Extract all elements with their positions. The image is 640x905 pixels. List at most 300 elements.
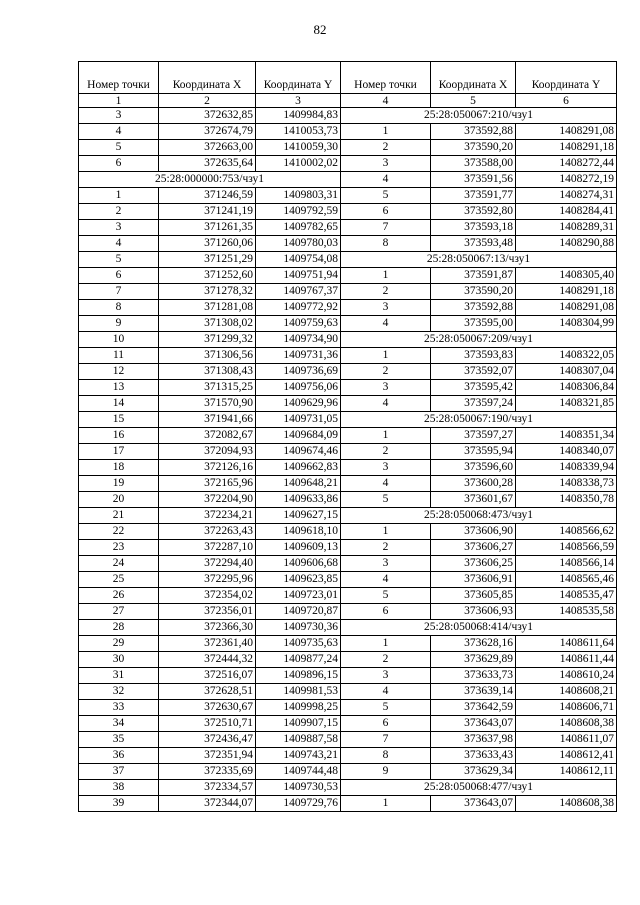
coord-x-right: 373591,77 [431, 188, 516, 204]
table-row [79, 508, 617, 524]
coord-x-left: 372351,94 [159, 748, 256, 764]
coord-y-left: 1409736,69 [256, 364, 341, 380]
table-row [79, 524, 617, 540]
coord-y-right: 1408338,73 [516, 476, 617, 492]
coord-x-right: 373601,67 [431, 492, 516, 508]
coord-y-left: 1409877,24 [256, 652, 341, 668]
point-number-left: 38 [79, 780, 159, 796]
column-number: 5 [431, 94, 516, 108]
point-number-left: 26 [79, 588, 159, 604]
point-number-left: 23 [79, 540, 159, 556]
table-row [79, 268, 617, 284]
coord-y-left: 1409731,36 [256, 348, 341, 364]
point-number-left: 13 [79, 380, 159, 396]
point-number-right: 3 [341, 556, 431, 572]
coord-y-left: 1409907,15 [256, 716, 341, 732]
coord-y-left: 1409754,08 [256, 252, 341, 268]
coord-y-left: 1409729,76 [256, 796, 341, 812]
point-number-left: 3 [79, 108, 159, 124]
coord-x-left: 372094,93 [159, 444, 256, 460]
coord-x-right: 373643,07 [431, 796, 516, 812]
coord-y-left: 1409803,31 [256, 188, 341, 204]
table-row [79, 540, 617, 556]
coord-x-left: 371252,60 [159, 268, 256, 284]
point-number-left: 4 [79, 124, 159, 140]
coord-x-right: 373629,34 [431, 764, 516, 780]
point-number-left: 39 [79, 796, 159, 812]
coord-x-right: 373590,20 [431, 284, 516, 300]
coord-y-left: 1409731,05 [256, 412, 341, 428]
coord-x-right: 373588,00 [431, 156, 516, 172]
coord-x-left: 372082,67 [159, 428, 256, 444]
coord-x-left: 372334,57 [159, 780, 256, 796]
coord-x-right: 373597,24 [431, 396, 516, 412]
point-number-right: 6 [341, 604, 431, 620]
point-number-left: 17 [79, 444, 159, 460]
table-body [79, 94, 617, 812]
coord-y-left: 1409629,96 [256, 396, 341, 412]
coord-y-left: 1409734,90 [256, 332, 341, 348]
coord-y-right: 1408291,08 [516, 300, 617, 316]
table-row [79, 668, 617, 684]
coord-y-right: 1408608,38 [516, 716, 617, 732]
coord-y-left: 1409744,48 [256, 764, 341, 780]
point-number-left: 19 [79, 476, 159, 492]
table-header [79, 62, 617, 94]
coord-y-left: 1409772,92 [256, 300, 341, 316]
table-row [79, 748, 617, 764]
coord-x-left: 372444,32 [159, 652, 256, 668]
point-number-right: 3 [341, 668, 431, 684]
coord-y-left: 1409720,87 [256, 604, 341, 620]
coord-x-right: 373596,60 [431, 460, 516, 476]
coord-x-right: 373633,73 [431, 668, 516, 684]
coord-x-left: 371241,19 [159, 204, 256, 220]
coord-x-left: 372516,07 [159, 668, 256, 684]
coord-y-right: 1408340,07 [516, 444, 617, 460]
coord-x-left: 371308,02 [159, 316, 256, 332]
table-row [79, 652, 617, 668]
coord-y-left: 1409723,01 [256, 588, 341, 604]
point-number-right: 4 [341, 172, 431, 188]
table-row [79, 332, 617, 348]
coord-x-right: 373592,88 [431, 124, 516, 140]
coord-y-right: 1408565,46 [516, 572, 617, 588]
coord-x-left: 371260,06 [159, 236, 256, 252]
table-row [79, 300, 617, 316]
coord-y-left: 1409743,21 [256, 748, 341, 764]
coord-y-left: 1409984,83 [256, 108, 341, 124]
point-number-left: 28 [79, 620, 159, 636]
table-row [79, 108, 617, 124]
point-number-left: 24 [79, 556, 159, 572]
column-number: 3 [256, 94, 341, 108]
coord-x-left: 372234,21 [159, 508, 256, 524]
coord-x-left: 372361,40 [159, 636, 256, 652]
coord-x-right: 373592,07 [431, 364, 516, 380]
coord-y-left: 1409648,21 [256, 476, 341, 492]
coord-y-right: 1408612,41 [516, 748, 617, 764]
coord-y-right: 1408610,24 [516, 668, 617, 684]
point-number-right: 2 [341, 140, 431, 156]
coordinates-table [78, 61, 617, 812]
coord-y-left: 1410059,30 [256, 140, 341, 156]
coord-x-left: 372126,16 [159, 460, 256, 476]
coord-y-right: 1408611,44 [516, 652, 617, 668]
coord-y-right: 1408611,07 [516, 732, 617, 748]
coord-y-left: 1409674,46 [256, 444, 341, 460]
point-number-right: 4 [341, 316, 431, 332]
point-number-right: 5 [341, 492, 431, 508]
point-number-left: 6 [79, 268, 159, 284]
point-number-left: 25 [79, 572, 159, 588]
point-number-right: 4 [341, 684, 431, 700]
table-row [79, 348, 617, 364]
coord-y-left: 1410053,73 [256, 124, 341, 140]
point-number-left: 20 [79, 492, 159, 508]
point-number-right: 7 [341, 732, 431, 748]
coord-x-left: 372356,01 [159, 604, 256, 620]
coord-x-left: 372510,71 [159, 716, 256, 732]
coord-y-right: 1408350,78 [516, 492, 617, 508]
coord-x-right: 373592,88 [431, 300, 516, 316]
coord-x-left: 371306,56 [159, 348, 256, 364]
coord-x-left: 372628,51 [159, 684, 256, 700]
coord-y-left: 1410002,02 [256, 156, 341, 172]
table-row [79, 588, 617, 604]
point-number-right: 1 [341, 524, 431, 540]
point-number-left: 14 [79, 396, 159, 412]
coord-y-left: 1409767,37 [256, 284, 341, 300]
point-number-left: 34 [79, 716, 159, 732]
coord-y-left: 1409887,58 [256, 732, 341, 748]
point-number-right: 3 [341, 300, 431, 316]
coord-y-left: 1409751,94 [256, 268, 341, 284]
coord-x-right: 373595,94 [431, 444, 516, 460]
coord-y-left: 1409756,06 [256, 380, 341, 396]
coord-y-right: 1408306,84 [516, 380, 617, 396]
coord-y-left: 1409627,15 [256, 508, 341, 524]
point-number-left: 8 [79, 300, 159, 316]
point-number-left: 37 [79, 764, 159, 780]
coord-y-right: 1408611,64 [516, 636, 617, 652]
parcel-label-right: 25:28:050067:13/чзу1 [341, 252, 617, 268]
coord-y-left: 1409623,85 [256, 572, 341, 588]
table-row [79, 620, 617, 636]
coord-y-right: 1408535,47 [516, 588, 617, 604]
point-number-left: 31 [79, 668, 159, 684]
header-coord-y-left: Координата Y [256, 62, 341, 94]
coord-y-left: 1409606,68 [256, 556, 341, 572]
coord-x-right: 373593,48 [431, 236, 516, 252]
coord-y-left: 1409792,59 [256, 204, 341, 220]
coord-x-right: 373629,89 [431, 652, 516, 668]
coord-x-left: 371278,32 [159, 284, 256, 300]
point-number-right: 2 [341, 540, 431, 556]
coord-y-left: 1409730,36 [256, 620, 341, 636]
table-row [79, 284, 617, 300]
coord-y-right: 1408304,99 [516, 316, 617, 332]
point-number-left: 21 [79, 508, 159, 524]
coord-y-right: 1408274,31 [516, 188, 617, 204]
header-point-number-right: Номер точки [341, 62, 431, 94]
table-row [79, 476, 617, 492]
coord-x-left: 372436,47 [159, 732, 256, 748]
point-number-right: 2 [341, 364, 431, 380]
point-number-left: 12 [79, 364, 159, 380]
coord-x-right: 373643,07 [431, 716, 516, 732]
table-row [79, 492, 617, 508]
coord-y-right: 1408291,18 [516, 284, 617, 300]
coord-y-right: 1408322,05 [516, 348, 617, 364]
table-row [79, 412, 617, 428]
point-number-left: 5 [79, 140, 159, 156]
point-number-right: 1 [341, 124, 431, 140]
parcel-label-right: 25:28:050067:209/чзу1 [341, 332, 617, 348]
point-number-left: 5 [79, 252, 159, 268]
parcel-label-right: 25:28:050068:473/чзу1 [341, 508, 617, 524]
header-point-number-left: Номер точки [79, 62, 159, 94]
point-number-right: 9 [341, 764, 431, 780]
coord-y-left: 1409981,53 [256, 684, 341, 700]
table-row [79, 684, 617, 700]
coord-y-right: 1408321,85 [516, 396, 617, 412]
table-row [79, 172, 617, 188]
point-number-right: 6 [341, 716, 431, 732]
point-number-left: 15 [79, 412, 159, 428]
coord-y-right: 1408566,62 [516, 524, 617, 540]
coord-x-left: 371315,25 [159, 380, 256, 396]
coord-x-right: 373642,59 [431, 700, 516, 716]
coord-x-left: 372263,43 [159, 524, 256, 540]
coord-y-right: 1408305,40 [516, 268, 617, 284]
table-row [79, 460, 617, 476]
coord-x-left: 372354,02 [159, 588, 256, 604]
coord-x-left: 372295,96 [159, 572, 256, 588]
column-number: 2 [159, 94, 256, 108]
table-row [79, 572, 617, 588]
coord-y-left: 1409759,63 [256, 316, 341, 332]
point-number-right: 4 [341, 572, 431, 588]
coord-x-left: 371281,08 [159, 300, 256, 316]
coord-x-right: 373590,20 [431, 140, 516, 156]
table-row [79, 636, 617, 652]
table-row [79, 140, 617, 156]
coord-x-left: 372635,64 [159, 156, 256, 172]
coord-y-right: 1408290,88 [516, 236, 617, 252]
parcel-label-right: 25:28:050068:414/чзу1 [341, 620, 617, 636]
coord-y-left: 1409730,53 [256, 780, 341, 796]
coord-y-left: 1409684,09 [256, 428, 341, 444]
table-row [79, 188, 617, 204]
coord-x-left: 372165,96 [159, 476, 256, 492]
coord-x-left: 372335,69 [159, 764, 256, 780]
coord-x-right: 373605,85 [431, 588, 516, 604]
coord-y-right: 1408608,21 [516, 684, 617, 700]
table-row [79, 236, 617, 252]
parcel-label-right: 25:28:050068:477/чзу1 [341, 780, 617, 796]
table-row [79, 604, 617, 620]
coord-x-left: 372366,30 [159, 620, 256, 636]
point-number-left: 10 [79, 332, 159, 348]
coord-x-right: 373593,83 [431, 348, 516, 364]
coord-x-right: 373639,14 [431, 684, 516, 700]
coord-x-left: 372204,90 [159, 492, 256, 508]
table-row [79, 124, 617, 140]
coord-x-right: 373633,43 [431, 748, 516, 764]
coord-y-left: 1409998,25 [256, 700, 341, 716]
coord-x-left: 372294,40 [159, 556, 256, 572]
table-row [79, 380, 617, 396]
point-number-right: 8 [341, 236, 431, 252]
coord-x-right: 373606,25 [431, 556, 516, 572]
coord-y-right: 1408289,31 [516, 220, 617, 236]
parcel-label-left: 25:28:000000:753/чзу1 [79, 172, 341, 188]
point-number-right: 8 [341, 748, 431, 764]
coord-x-left: 372663,00 [159, 140, 256, 156]
coord-x-right: 373606,27 [431, 540, 516, 556]
point-number-left: 7 [79, 284, 159, 300]
header-coord-x-right: Координата X [431, 62, 516, 94]
point-number-left: 22 [79, 524, 159, 540]
coord-y-right: 1408608,38 [516, 796, 617, 812]
table-row [79, 204, 617, 220]
column-number: 1 [79, 94, 159, 108]
parcel-label-right: 25:28:050067:210/чзу1 [341, 108, 617, 124]
coord-y-left: 1409896,15 [256, 668, 341, 684]
coord-y-right: 1408566,59 [516, 540, 617, 556]
coord-x-left: 372674,79 [159, 124, 256, 140]
coord-y-right: 1408291,08 [516, 124, 617, 140]
table-row [79, 700, 617, 716]
coord-x-left: 372287,10 [159, 540, 256, 556]
page-number: 82 [313, 22, 327, 37]
point-number-right: 1 [341, 348, 431, 364]
coord-x-right: 373592,80 [431, 204, 516, 220]
coord-x-left: 371246,59 [159, 188, 256, 204]
table-row [79, 252, 617, 268]
table-row [79, 796, 617, 812]
coord-y-right: 1408535,58 [516, 604, 617, 620]
coord-x-left: 371251,29 [159, 252, 256, 268]
table-row [79, 780, 617, 796]
coord-y-right: 1408566,14 [516, 556, 617, 572]
table-row [79, 732, 617, 748]
coord-y-right: 1408284,41 [516, 204, 617, 220]
point-number-left: 11 [79, 348, 159, 364]
coord-y-left: 1409662,83 [256, 460, 341, 476]
coord-y-right: 1408339,94 [516, 460, 617, 476]
coord-y-right: 1408291,18 [516, 140, 617, 156]
point-number-right: 3 [341, 156, 431, 172]
point-number-left: 3 [79, 220, 159, 236]
coord-y-left: 1409735,63 [256, 636, 341, 652]
point-number-right: 2 [341, 444, 431, 460]
coord-y-right: 1408272,44 [516, 156, 617, 172]
coord-x-left: 371299,32 [159, 332, 256, 348]
table-row [79, 396, 617, 412]
point-number-left: 33 [79, 700, 159, 716]
table-row [79, 556, 617, 572]
coord-x-right: 373628,16 [431, 636, 516, 652]
point-number-right: 5 [341, 700, 431, 716]
coord-y-left: 1409618,10 [256, 524, 341, 540]
header-coord-x-left: Координата X [159, 62, 256, 94]
point-number-right: 4 [341, 396, 431, 412]
point-number-left: 16 [79, 428, 159, 444]
coord-x-left: 371941,66 [159, 412, 256, 428]
coord-x-left: 372344,07 [159, 796, 256, 812]
header-coord-y-right: Координата Y [516, 62, 617, 94]
coord-x-left: 371308,43 [159, 364, 256, 380]
coord-x-right: 373597,27 [431, 428, 516, 444]
point-number-left: 9 [79, 316, 159, 332]
coord-y-right: 1408612,11 [516, 764, 617, 780]
coord-y-right: 1408272,19 [516, 172, 617, 188]
point-number-right: 1 [341, 636, 431, 652]
table-row [79, 444, 617, 460]
point-number-right: 4 [341, 476, 431, 492]
point-number-right: 3 [341, 460, 431, 476]
coord-x-right: 373606,90 [431, 524, 516, 540]
table-row [79, 220, 617, 236]
coord-y-left: 1409609,13 [256, 540, 341, 556]
column-number: 6 [516, 94, 617, 108]
table-row [79, 764, 617, 780]
coord-x-right: 373595,42 [431, 380, 516, 396]
point-number-right: 1 [341, 268, 431, 284]
point-number-right: 1 [341, 796, 431, 812]
coord-x-left: 371570,90 [159, 396, 256, 412]
coord-y-left: 1409633,86 [256, 492, 341, 508]
point-number-left: 2 [79, 204, 159, 220]
point-number-left: 32 [79, 684, 159, 700]
parcel-label-right: 25:28:050067:190/чзу1 [341, 412, 617, 428]
point-number-right: 1 [341, 428, 431, 444]
coord-x-right: 373593,18 [431, 220, 516, 236]
point-number-right: 3 [341, 380, 431, 396]
point-number-left: 36 [79, 748, 159, 764]
point-number-right: 2 [341, 284, 431, 300]
coord-x-right: 373600,28 [431, 476, 516, 492]
coord-x-right: 373606,93 [431, 604, 516, 620]
coord-y-right: 1408351,34 [516, 428, 617, 444]
point-number-left: 1 [79, 188, 159, 204]
point-number-right: 5 [341, 188, 431, 204]
coord-y-left: 1409782,65 [256, 220, 341, 236]
table-row [79, 156, 617, 172]
coord-x-right: 373591,56 [431, 172, 516, 188]
point-number-left: 18 [79, 460, 159, 476]
coord-y-left: 1409780,03 [256, 236, 341, 252]
coord-x-left: 371261,35 [159, 220, 256, 236]
point-number-right: 2 [341, 652, 431, 668]
coord-y-right: 1408606,71 [516, 700, 617, 716]
coord-y-right: 1408307,04 [516, 364, 617, 380]
point-number-left: 30 [79, 652, 159, 668]
coord-x-left: 372630,67 [159, 700, 256, 716]
point-number-right: 5 [341, 588, 431, 604]
coord-x-right: 373591,87 [431, 268, 516, 284]
column-number: 4 [341, 94, 431, 108]
point-number-left: 29 [79, 636, 159, 652]
coord-x-right: 373637,98 [431, 732, 516, 748]
coord-x-right: 373595,00 [431, 316, 516, 332]
coord-x-right: 373606,91 [431, 572, 516, 588]
point-number-right: 6 [341, 204, 431, 220]
point-number-left: 35 [79, 732, 159, 748]
point-number-left: 4 [79, 236, 159, 252]
